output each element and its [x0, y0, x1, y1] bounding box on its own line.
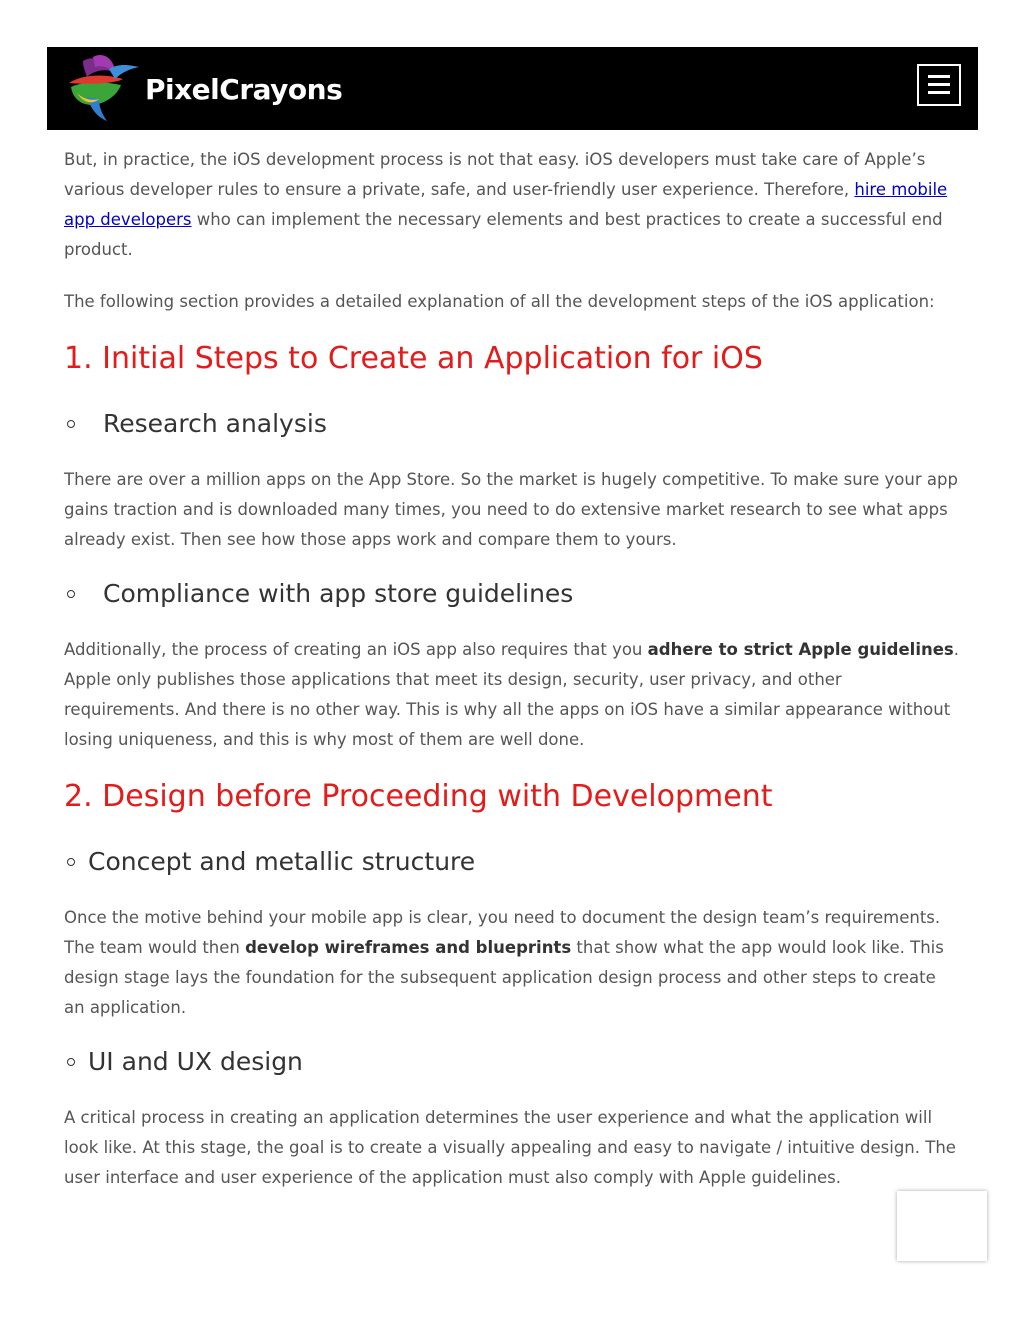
compliance-text: Additionally, the process of creating an iOS app also requires that you adhere to strict Apple guidelines. Apple only publishes those applications that meet its design, security, user privacy, and other requirements. And there is no other way. This is why all the apps on iOS have a similar appearance without losing uniqueness, and this is why most of them are well done. [64, 640, 959, 749]
compliance-heading: Compliance with app store guidelines [64, 577, 960, 611]
circle-bullet-icon [67, 858, 75, 866]
intro-paragraph: But, in practice, the iOS development process is not that easy. iOS developers must take care of Apple’s various developer rules to ensure a private, safe, and user-friendly user experience. Therefore, hire mobile app developers who can implement the necessary elements and best practices to create a successful end product. [64, 150, 948, 259]
site-header [47, 47, 978, 130]
ui-ux-design-text: A critical process in creating an application determines the user experience and what the application will look like. At this stage, the goal is to create a visually appealing and easy to navigate / intuitive design. The user interface and user experience of the application must also comply with Apple guidelines. [64, 1108, 956, 1187]
menu-bar-icon [928, 91, 950, 94]
pixelcrayons-logo[interactable] [63, 53, 343, 125]
concept-structure-heading: Concept and metallic structure [64, 845, 960, 879]
hire-mobile-app-developers-link[interactable]: hire mobile app developers [64, 180, 948, 229]
section-2-heading: 2. Design before Proceeding with Development [64, 779, 773, 814]
logo-text: PixelCrayons [145, 73, 343, 106]
hummingbird-logo-icon [63, 53, 143, 125]
hamburger-menu-button[interactable] [917, 64, 961, 106]
circle-bullet-icon [67, 1058, 75, 1066]
research-analysis-heading: Research analysis [64, 407, 960, 441]
circle-bullet-icon [67, 420, 75, 428]
menu-bar-icon [928, 75, 950, 78]
circle-bullet-icon [67, 590, 75, 598]
research-analysis-text: There are over a million apps on the App Store. So the market is hugely competitive. To make sure your app gains traction and is downloaded many times, you need to do extensive market research to see what apps already exist. Then see how those apps work and compare them to yours. [64, 470, 958, 549]
concept-structure-text: Once the motive behind your mobile app is clear, you need to document the design team’s requirements. The team would then develop wireframes and blueprints that show what the app would look like. This design stage lays the foundation for the subsequent application design process and other steps to create an application. [64, 908, 944, 1017]
ui-ux-design-heading: UI and UX design [64, 1045, 960, 1079]
article-content [64, 145, 960, 1215]
menu-bar-icon [928, 83, 950, 86]
section-1-heading: 1. Initial Steps to Create an Application for iOS [64, 341, 763, 376]
recaptcha-badge[interactable] [897, 1191, 987, 1261]
intro-paragraph-2: The following section provides a detailed explanation of all the development steps of the iOS application: [64, 292, 935, 311]
